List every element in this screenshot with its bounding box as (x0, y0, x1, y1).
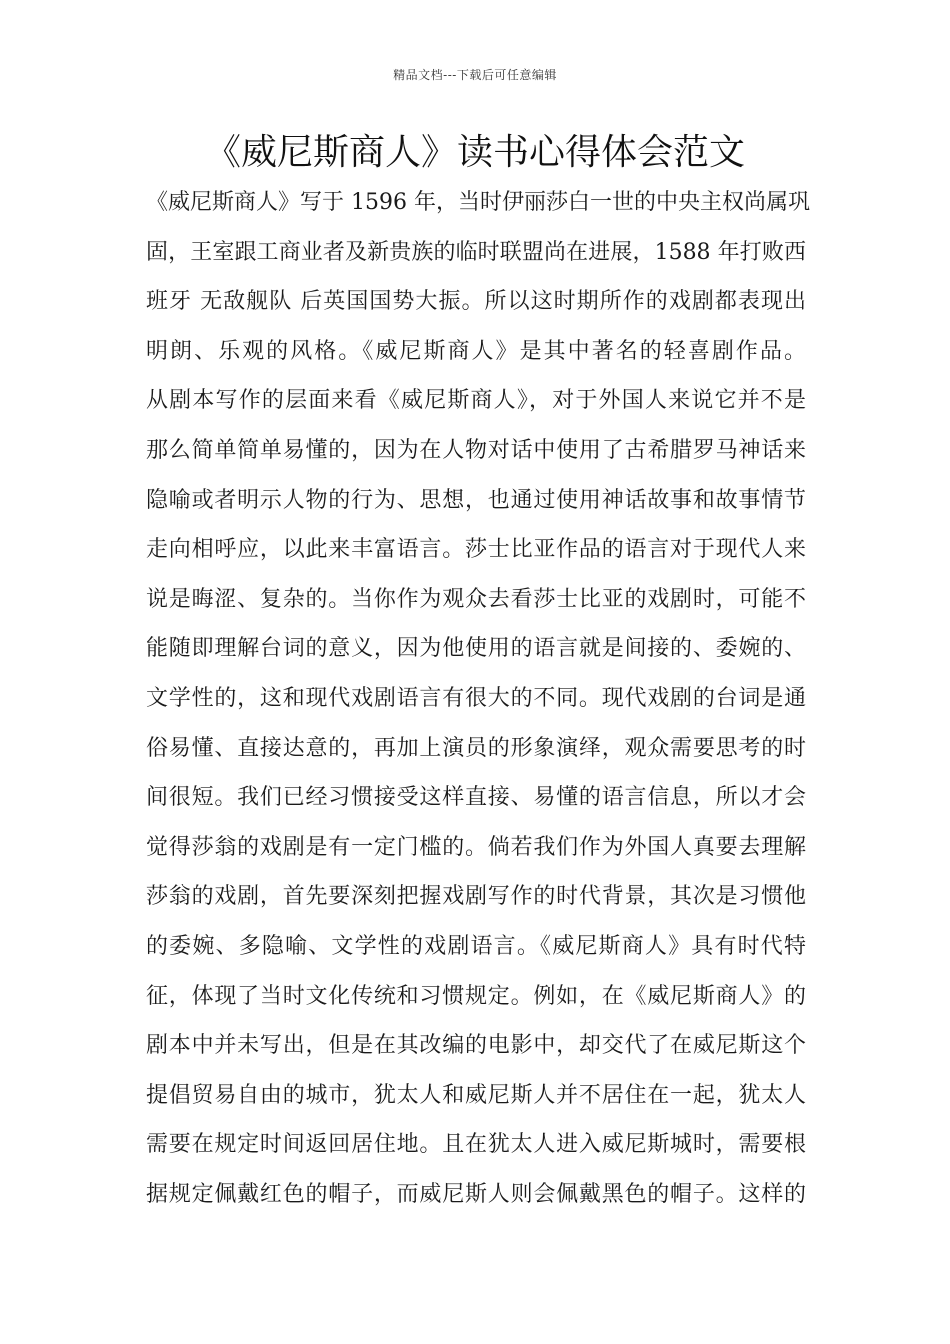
body-line: 隐喻或者明示人物的行为、思想，也通过使用神话故事和故事情节 (146, 487, 806, 513)
body-line: 能随即理解台词的意义，因为他使用的语言就是间接的、委婉的、 (146, 636, 806, 662)
body-line: 走向相呼应，以此来丰富语言。莎士比亚作品的语言对于现代人来 (146, 537, 806, 563)
body-line: 据规定佩戴红色的帽子，而威尼斯人则会佩戴黑色的帽子。这样的 (146, 1181, 806, 1207)
body-line: 的委婉、多隐喻、文学性的戏剧语言。《威尼斯商人》具有时代特 (146, 933, 806, 959)
body-line: 文学性的，这和现代戏剧语言有很大的不同。现代戏剧的台词是通 (146, 685, 806, 711)
body-line: 需要在规定时间返回居住地。且在犹太人进入威尼斯城时，需要根 (146, 1132, 806, 1158)
body-line: 觉得莎翁的戏剧是有一定门槛的。倘若我们作为外国人真要去理解 (146, 834, 806, 860)
body-line: 间很短。我们已经习惯接受这样直接、易懂的语言信息，所以才会 (146, 785, 806, 811)
header-note: 精品文档---下载后可任意编辑 (393, 68, 557, 82)
document-body (146, 178, 810, 1219)
document-title: 《威尼斯商人》读书心得体会范文 (204, 132, 745, 173)
body-line: 征，体现了当时文化传统和习惯规定。例如，在《威尼斯商人》的 (146, 983, 806, 1009)
body-line: 从剧本写作的层面来看《威尼斯商人》，对于外国人来说它并不是 (146, 388, 806, 414)
body-line: 《威尼斯商人》写于 1596 年，当时伊丽莎白一世的中央主权尚属巩 (146, 190, 810, 215)
body-line: 固，王室跟工商业者及新贵族的临时联盟尚在进展，1588 年打败西 (146, 239, 806, 265)
body-line: 那么简单简单易懂的，因为在人物对话中使用了古希腊罗马神话来 (146, 437, 806, 463)
body-line: 俗易懂、直接达意的，再加上演员的形象演绎，观众需要思考的时 (146, 735, 806, 761)
body-line: 提倡贸易自由的城市，犹太人和威尼斯人并不居住在一起，犹太人 (146, 1082, 806, 1108)
body-line: 剧本中并未写出，但是在其改编的电影中，却交代了在威尼斯这个 (146, 1033, 806, 1059)
body-line: 说是晦涩、复杂的。当你作为观众去看莎士比亚的戏剧时，可能不 (146, 586, 806, 612)
body-line: 莎翁的戏剧，首先要深刻把握戏剧写作的时代背景，其次是习惯他 (146, 884, 806, 910)
body-line: 班牙 无敌舰队 后英国国势大振。所以这时期所作的戏剧都表现出 (146, 289, 806, 315)
body-line: 明朗、乐观的风格。《威尼斯商人》是其中著名的轻喜剧作品。 (146, 338, 806, 364)
